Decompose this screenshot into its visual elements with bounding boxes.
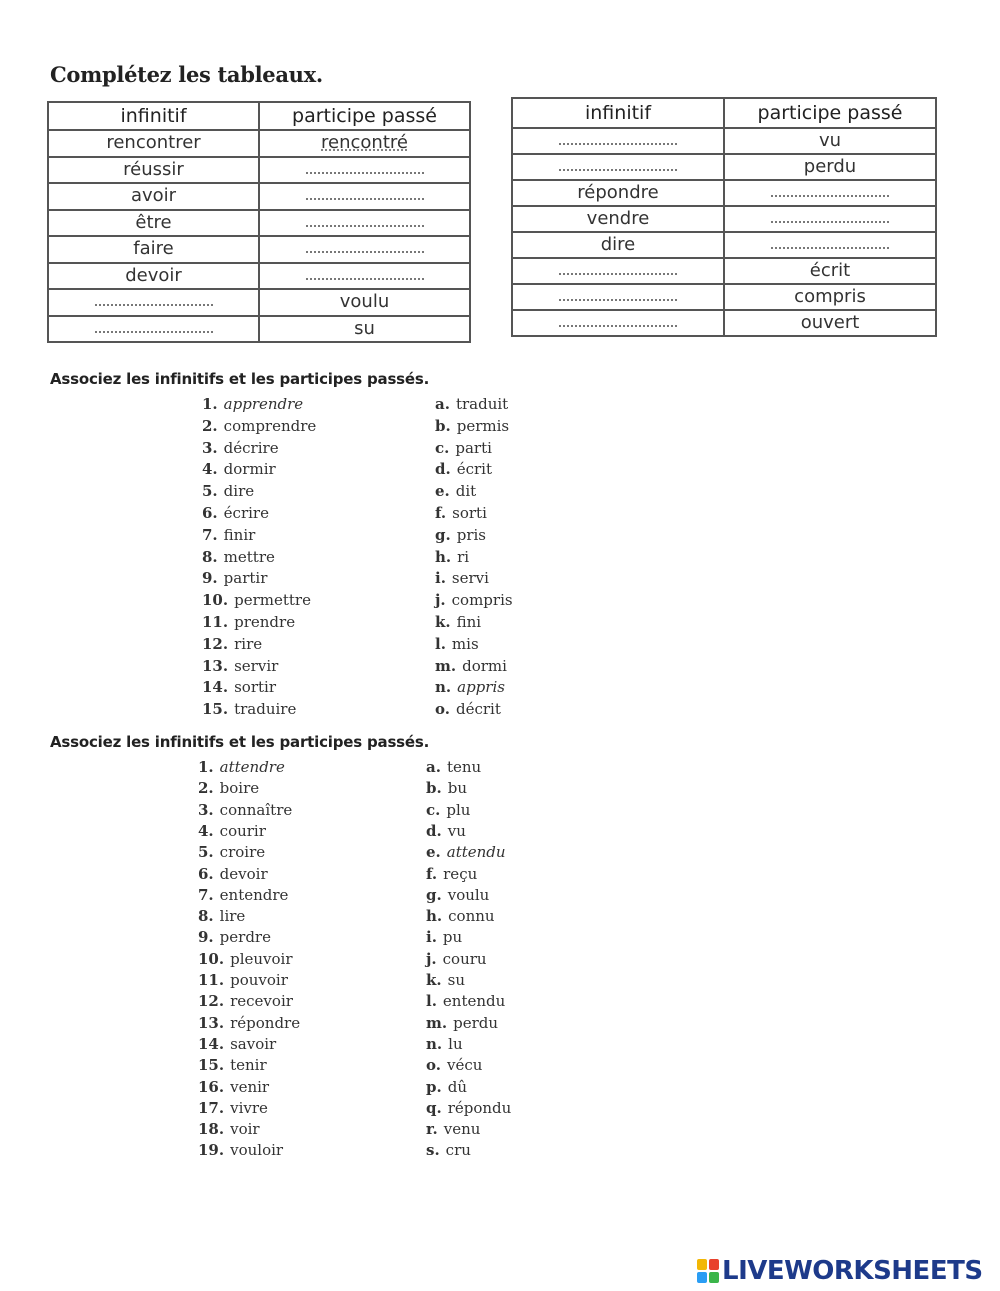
list-item <box>198 886 288 904</box>
infinitive-word: permettre <box>234 591 311 610</box>
table-row <box>512 180 936 206</box>
infinitive-number: 7. <box>198 885 214 904</box>
list-item <box>426 865 477 883</box>
infinitive-number: 6. <box>202 504 218 522</box>
table-1 <box>47 101 471 343</box>
list-item <box>202 635 262 653</box>
cell-participe <box>259 130 470 157</box>
list-item <box>198 843 265 861</box>
infinitive-word: savoir <box>230 1034 277 1053</box>
infinitive-number: 4. <box>202 460 218 479</box>
participle-word: mis <box>451 634 479 653</box>
table-row <box>512 232 936 258</box>
cell-infinitif <box>512 180 724 206</box>
cell-participe <box>724 154 936 180</box>
list-item <box>202 526 255 544</box>
participle-word: vu <box>447 821 466 840</box>
table-2-header-row <box>512 98 936 128</box>
table-row <box>48 157 470 184</box>
cell-infinitif <box>512 206 724 232</box>
list-item <box>202 591 311 609</box>
infinitive-word: traduire <box>234 700 297 719</box>
participle-word: pris <box>456 525 486 544</box>
list-item <box>202 657 278 675</box>
infinitive-number: 2. <box>202 416 218 435</box>
list-item <box>435 678 505 696</box>
cell-participe <box>259 210 470 237</box>
participle-number: l. <box>426 992 437 1011</box>
liveworksheets-logo[interactable] <box>697 1256 983 1286</box>
infinitive-word: rire <box>234 634 263 653</box>
infinitive-word: boire <box>219 779 260 798</box>
infinitive-number: 15. <box>202 700 229 719</box>
cell-infinitif <box>48 263 259 290</box>
list-item <box>426 1120 480 1138</box>
infinitive-number: 14. <box>198 1034 225 1053</box>
list-item <box>435 613 481 631</box>
infinitive-number: 6. <box>198 864 214 883</box>
table-row <box>512 206 936 232</box>
participle-cell: perdu <box>803 156 857 177</box>
cell-participe <box>724 206 936 232</box>
cell-participe <box>724 128 936 154</box>
list-item <box>426 950 487 968</box>
infinitive-word: vivre <box>230 1098 268 1117</box>
list-item <box>198 1078 269 1096</box>
infinitive-cell: réussir <box>123 158 184 180</box>
infinitive-number: 7. <box>202 525 218 544</box>
heading-complete-tables: Complétez les tableaux. <box>50 62 323 87</box>
infinitive-number: 11. <box>198 971 225 989</box>
list-item <box>202 482 254 500</box>
infinitive-word: partir <box>223 569 268 588</box>
participle-number: g. <box>435 525 451 544</box>
cell-infinitif <box>48 157 259 184</box>
infinitive-word: apprendre <box>223 395 304 413</box>
infinitive-word: répondre <box>230 1013 301 1032</box>
participle-word: couru <box>442 949 487 968</box>
participle-number: c. <box>426 800 441 819</box>
infinitive-word: décrire <box>223 438 279 457</box>
infinitive-number: 16. <box>198 1077 225 1096</box>
list-item <box>435 417 509 435</box>
participle-word: servi <box>451 569 489 588</box>
participle-number: s. <box>426 1141 440 1160</box>
infinitive-word: écrire <box>223 504 269 522</box>
participle-number: m. <box>435 656 457 675</box>
list-item <box>202 439 279 457</box>
list-item <box>198 758 285 776</box>
list-item <box>202 460 276 478</box>
participle-number: m. <box>426 1013 448 1032</box>
participle-cell: rencontré <box>321 132 408 154</box>
participle-word: tenu <box>446 758 482 776</box>
infinitive-word: pleuvoir <box>230 949 293 968</box>
participle-word: venu <box>443 1120 481 1139</box>
participle-word: dit <box>455 482 477 501</box>
participle-number: b. <box>435 416 451 435</box>
infinitive-word: voir <box>230 1120 260 1139</box>
answer-blank[interactable] <box>306 251 424 253</box>
infinitive-number: 4. <box>198 821 214 840</box>
answer-blank[interactable] <box>95 331 213 333</box>
list-item <box>426 1035 463 1053</box>
infinitive-number: 10. <box>202 591 229 610</box>
infinitive-cell: faire <box>133 238 174 260</box>
participle-number: o. <box>435 700 450 719</box>
infinitive-number: 17. <box>198 1098 225 1117</box>
infinitive-number: 1. <box>202 395 218 413</box>
cell-participe <box>724 284 936 310</box>
list-item <box>426 928 462 946</box>
cell-participe <box>259 236 470 263</box>
list-item <box>426 1056 482 1074</box>
participle-number: l. <box>435 634 446 653</box>
answer-blank[interactable] <box>559 169 677 171</box>
infinitive-number: 9. <box>202 569 218 588</box>
answer-blank[interactable] <box>306 278 424 280</box>
table-row <box>48 263 470 290</box>
infinitive-word: entendre <box>219 885 289 904</box>
table-row <box>512 154 936 180</box>
table-row <box>512 284 936 310</box>
participle-cell: voulu <box>339 291 390 313</box>
infinitive-word: croire <box>219 843 266 862</box>
list-item <box>198 950 293 968</box>
list-item <box>202 613 295 631</box>
participle-word: connu <box>448 907 495 926</box>
participle-cell: écrit <box>809 260 851 281</box>
list-item <box>426 1078 467 1096</box>
answer-blank[interactable] <box>771 221 889 223</box>
list-item <box>426 971 465 989</box>
infinitive-word: sortir <box>234 678 277 697</box>
participle-word: compris <box>451 591 513 610</box>
participle-number: d. <box>435 460 451 479</box>
logo-mark-icon <box>697 1259 719 1283</box>
participle-word: décrit <box>455 700 501 719</box>
infinitive-word: servir <box>234 656 279 675</box>
list-item <box>435 635 479 653</box>
cell-participe <box>724 180 936 206</box>
participle-number: e. <box>426 843 441 862</box>
participle-word: entendu <box>442 992 506 1011</box>
cell-infinitif <box>512 154 724 180</box>
participle-number: r. <box>426 1120 438 1139</box>
infinitive-word: dormir <box>223 460 276 479</box>
infinitive-number: 19. <box>198 1141 225 1160</box>
infinitive-number: 12. <box>202 634 229 653</box>
list-item <box>426 779 467 797</box>
table-1-header-participe: participe passé <box>259 102 470 130</box>
list-item <box>435 460 492 478</box>
participle-number: p. <box>426 1077 442 1096</box>
infinitive-word: perdre <box>219 928 271 947</box>
cell-infinitif <box>48 236 259 263</box>
list-item <box>202 678 276 696</box>
cell-infinitif <box>48 289 259 316</box>
infinitive-number: 15. <box>198 1056 225 1075</box>
list-item <box>426 1014 498 1032</box>
list-item <box>202 417 316 435</box>
answer-blank[interactable] <box>771 247 889 249</box>
cell-infinitif <box>512 284 724 310</box>
cell-participe <box>259 157 470 184</box>
answer-blank[interactable] <box>559 143 677 145</box>
infinitive-number: 11. <box>202 613 229 631</box>
list-item <box>202 548 275 566</box>
infinitive-number: 1. <box>198 758 214 776</box>
cell-infinitif <box>512 232 724 258</box>
participle-word: lu <box>448 1034 463 1053</box>
participle-number: a. <box>435 395 450 413</box>
answer-blank[interactable] <box>306 225 424 227</box>
infinitive-number: 2. <box>198 779 214 798</box>
participle-word: appris <box>457 678 505 697</box>
heading-associate-1: Associez les infinitifs et les participes passés. <box>50 370 430 388</box>
infinitive-word: devoir <box>219 864 268 883</box>
infinitive-number: 12. <box>198 992 225 1011</box>
list-item <box>435 395 508 413</box>
table-row <box>48 210 470 237</box>
list-item <box>426 886 489 904</box>
participle-word: plu <box>446 800 471 819</box>
cell-infinitif <box>48 210 259 237</box>
participle-number: i. <box>426 928 437 947</box>
table-row <box>48 183 470 210</box>
participle-word: dû <box>447 1077 467 1096</box>
participle-cell: ouvert <box>800 312 860 333</box>
infinitive-word: comprendre <box>223 416 317 435</box>
infinitive-word: venir <box>230 1077 270 1096</box>
participle-word: fini <box>456 613 482 631</box>
infinitive-word: connaître <box>219 800 293 819</box>
participle-number: a. <box>426 758 441 776</box>
list-item <box>198 1035 276 1053</box>
infinitive-word: finir <box>223 525 256 544</box>
infinitive-cell: répondre <box>577 182 659 203</box>
participle-word: traduit <box>455 395 509 413</box>
participle-number: h. <box>435 547 452 566</box>
participle-number: n. <box>426 1034 443 1053</box>
infinitive-word: attendre <box>219 758 285 776</box>
participle-word: cru <box>445 1141 471 1160</box>
infinitive-number: 3. <box>198 800 214 819</box>
participle-word: dormi <box>462 656 507 675</box>
cell-participe <box>259 183 470 210</box>
list-item <box>426 1141 471 1159</box>
participle-number: o. <box>426 1056 441 1075</box>
participle-number: f. <box>435 504 447 522</box>
table-2-header-participe: participe passé <box>724 98 936 128</box>
infinitive-number: 13. <box>202 656 229 675</box>
participle-number: k. <box>426 971 442 989</box>
participle-number: h. <box>426 907 443 926</box>
participle-number: k. <box>435 613 451 631</box>
cell-infinitif <box>48 316 259 343</box>
cell-infinitif <box>512 258 724 284</box>
infinitive-number: 5. <box>202 482 218 501</box>
answer-blank[interactable] <box>559 325 677 327</box>
cell-participe <box>724 258 936 284</box>
list-item <box>435 657 507 675</box>
table-row <box>48 236 470 263</box>
list-item <box>202 700 296 718</box>
participle-cell: compris <box>794 286 866 307</box>
list-item <box>426 758 481 776</box>
list-item <box>198 992 293 1010</box>
list-item <box>435 591 513 609</box>
list-item <box>198 1056 267 1074</box>
participle-number: b. <box>426 779 442 798</box>
answer-blank[interactable] <box>306 172 424 174</box>
cell-participe <box>724 232 936 258</box>
infinitive-number: 3. <box>202 438 218 457</box>
table-1-header-row <box>48 102 470 130</box>
list-item <box>202 395 303 413</box>
list-item <box>435 482 476 500</box>
cell-infinitif <box>512 128 724 154</box>
list-item <box>198 928 271 946</box>
infinitive-word: mettre <box>223 547 275 566</box>
participle-word: perdu <box>453 1013 499 1032</box>
infinitive-number: 8. <box>198 907 214 926</box>
list-item <box>435 439 492 457</box>
participle-number: f. <box>426 864 438 883</box>
table-1-header-infinitif: infinitif <box>48 102 259 130</box>
table-row <box>512 128 936 154</box>
participle-number: c. <box>435 438 450 457</box>
list-item <box>198 822 266 840</box>
infinitive-number: 13. <box>198 1013 225 1032</box>
infinitive-number: 10. <box>198 949 225 968</box>
table-2-header-infinitif: infinitif <box>512 98 724 128</box>
participle-word: vécu <box>446 1056 483 1075</box>
list-item <box>202 569 267 587</box>
participle-number: j. <box>426 949 437 968</box>
participle-number: n. <box>435 678 452 697</box>
participle-word: reçu <box>443 864 478 883</box>
participle-number: j. <box>435 591 446 610</box>
answer-blank[interactable] <box>306 198 424 200</box>
answer-blank[interactable] <box>95 304 213 306</box>
table-row <box>512 258 936 284</box>
infinitive-cell: rencontrer <box>106 132 201 154</box>
list-item <box>198 1014 300 1032</box>
list-item <box>202 504 269 522</box>
participle-word: attendu <box>446 843 506 862</box>
infinitive-cell: être <box>135 211 172 233</box>
cell-participe <box>259 316 470 343</box>
table-row <box>48 316 470 343</box>
infinitive-word: recevoir <box>230 992 293 1011</box>
answer-blank[interactable] <box>771 195 889 197</box>
infinitive-number: 8. <box>202 547 218 566</box>
infinitive-word: courir <box>219 821 266 840</box>
participle-word: écrit <box>456 460 492 479</box>
infinitive-cell: avoir <box>130 185 177 207</box>
participle-cell: su <box>354 317 375 339</box>
cell-participe <box>259 263 470 290</box>
list-item <box>426 907 495 925</box>
participle-number: q. <box>426 1098 442 1117</box>
infinitive-word: vouloir <box>230 1141 284 1160</box>
infinitive-cell: dire <box>600 234 636 255</box>
participle-word: pu <box>442 928 463 947</box>
table-row <box>48 289 470 316</box>
list-item <box>435 569 489 587</box>
participle-number: d. <box>426 821 442 840</box>
participle-word: permis <box>456 416 510 435</box>
infinitive-word: pouvoir <box>230 971 288 989</box>
list-item <box>435 526 486 544</box>
infinitive-word: lire <box>219 907 246 926</box>
answer-blank[interactable] <box>559 299 677 301</box>
list-item <box>435 700 501 718</box>
list-item <box>198 865 268 883</box>
infinitive-number: 5. <box>198 843 214 862</box>
list-item <box>426 843 506 861</box>
infinitive-word: dire <box>223 482 255 501</box>
logo-text: LIVEWORKSHEETS <box>722 1256 983 1286</box>
participle-word: su <box>447 971 465 989</box>
cell-infinitif <box>48 183 259 210</box>
heading-associate-2: Associez les infinitifs et les participes passés. <box>50 733 430 751</box>
list-item <box>426 1099 511 1117</box>
list-item <box>198 1099 268 1117</box>
list-item <box>198 801 292 819</box>
participle-number: e. <box>435 482 450 501</box>
list-item <box>426 822 466 840</box>
infinitive-number: 14. <box>202 678 229 697</box>
answer-blank[interactable] <box>559 273 677 275</box>
list-item <box>198 779 259 797</box>
list-item <box>198 971 288 989</box>
list-item <box>435 548 469 566</box>
infinitive-cell: devoir <box>125 264 182 286</box>
list-item <box>198 1141 283 1159</box>
cell-participe <box>259 289 470 316</box>
participle-word: voulu <box>447 885 490 904</box>
infinitive-number: 18. <box>198 1120 225 1139</box>
participle-word: répondu <box>447 1098 512 1117</box>
infinitive-word: prendre <box>234 613 296 631</box>
participle-word: bu <box>447 779 467 798</box>
list-item <box>435 504 487 522</box>
cell-infinitif <box>512 310 724 336</box>
participle-word: sorti <box>452 504 487 522</box>
table-row <box>512 310 936 336</box>
cell-infinitif <box>48 130 259 157</box>
cell-participe <box>724 310 936 336</box>
participle-cell: vu <box>818 130 842 151</box>
participle-word: parti <box>455 438 492 457</box>
participle-number: i. <box>435 569 446 588</box>
table-2 <box>511 97 937 337</box>
list-item <box>198 907 245 925</box>
infinitive-cell: vendre <box>586 208 650 229</box>
participle-word: ri <box>457 547 470 566</box>
participle-number: g. <box>426 885 442 904</box>
list-item <box>426 992 505 1010</box>
list-item <box>426 801 470 819</box>
list-item <box>198 1120 260 1138</box>
table-row <box>48 130 470 157</box>
infinitive-word: tenir <box>230 1056 267 1075</box>
infinitive-number: 9. <box>198 928 214 947</box>
